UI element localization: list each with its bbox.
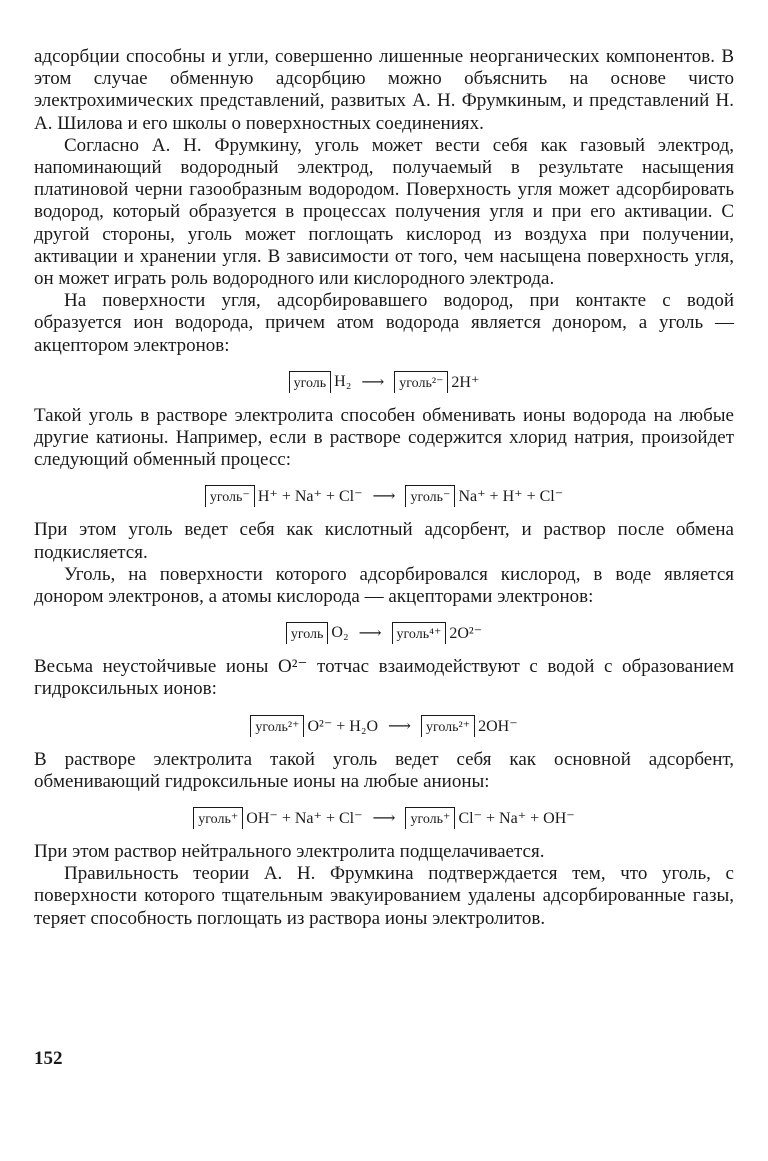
equation-4-right-rest: 2OH⁻ [478, 717, 518, 735]
equation-3 [34, 618, 734, 648]
equation-5-right-box: уголь⁺ [405, 807, 455, 829]
paragraph-5: При этом уголь ведет себя как кислотный адсорбент, и раствор после обмена подкисляется. [34, 519, 734, 563]
equation-5-arrow-icon: ⟶ [372, 810, 396, 828]
equation-1-right-box: уголь²⁻ [394, 371, 448, 393]
equation-1-arrow-icon: ⟶ [361, 373, 385, 391]
equation-2 [34, 481, 734, 511]
paragraph-4: Такой уголь в растворе электролита способен обменивать ионы водорода на любые другие катионы. Например, если в растворе содержится хлорид натрия, произойдет следующий обменный процесс: [34, 404, 734, 471]
paragraph-7: Весьма неустойчивые ионы O²⁻ тотчас взаимодействуют с водой с образованием гидроксильных ионов: [34, 656, 734, 700]
equation-1 [34, 367, 734, 397]
paragraph-10: Правильность теории А. Н. Фрумкина подтверждается тем, что уголь, с поверхности которого тщательным эвакуированием удалены адсорбированные газы, теряет способность поглощать из раствора ионы электролитов. [34, 863, 734, 929]
equation-4 [34, 711, 734, 741]
equation-1-left-box: уголь [289, 371, 332, 393]
equation-2-arrow-icon: ⟶ [372, 488, 396, 506]
paragraph-1: адсорбции способны и угли, совершенно лишенные неорганических компонентов. В этом случае обменную адсорбцию можно объяснить на основе чисто электрохимических представлений, развитых А. Н. Фрумкиным, и представлений Н. А. Шилова и его школы о поверхностных соединениях. [34, 46, 734, 134]
equation-2-right-rest: Na⁺ + H⁺ + Cl⁻ [458, 488, 564, 506]
equation-1-left-rest: H₂ [334, 372, 352, 390]
equation-2-right-box: уголь⁻ [405, 485, 455, 507]
equation-3-right-box: уголь⁴⁺ [392, 622, 447, 644]
equation-5-left-box: уголь⁺ [193, 807, 243, 829]
paragraph-6: Уголь, на поверхности которого адсорбировался кислород, в воде является донором электронов, а атомы кислорода — акцепторами электронов: [34, 563, 734, 608]
equation-3-right-rest: 2O²⁻ [449, 625, 483, 643]
equation-5 [34, 803, 734, 833]
page-number: 152 [34, 1048, 63, 1069]
equation-5-left-rest: OH⁻ + Na⁺ + Cl⁻ [246, 810, 363, 828]
equation-4-arrow-icon: ⟶ [388, 717, 411, 735]
equation-4-right-box: уголь²⁺ [421, 715, 475, 737]
equation-3-left-rest: O₂ [331, 624, 349, 642]
paragraph-9: При этом раствор нейтрального электролита подщелачивается. [34, 841, 545, 863]
equation-4-left-rest: O²⁻ + H₂O [307, 717, 378, 735]
paragraph-2: Согласно А. Н. Фрумкину, уголь может вести себя как газовый электрод, напоминающий водородный электрод, получаемый в результате насыщения платиновой черни газообразным водородом. Поверхность угля может адсорбировать водород, который образуется в процессах получения угля и при его активации. С другой стороны, уголь может поглощать кислород из воздуха при получении, активации и хранении угля. В зависимости от того, чем насыщена поверхность угля, он может играть роль водородного или кислородного электрода. [34, 134, 734, 290]
page-body [34, 46, 734, 930]
equation-2-left-box: уголь⁻ [205, 485, 255, 507]
equation-4-left-box: уголь²⁺ [250, 715, 304, 737]
paragraph-8: В растворе электролита такой уголь ведет себя как основной адсорбент, обменивающий гидроксильные ионы на любые анионы: [34, 748, 734, 792]
equation-3-left-box: уголь [286, 622, 329, 644]
equation-2-left-rest: H⁺ + Na⁺ + Cl⁻ [257, 488, 363, 506]
paragraph-3: На поверхности угля, адсорбировавшего водород, при контакте с водой образуется ион водорода, причем атом водорода является донором, а уголь — акцептором электронов: [34, 290, 734, 356]
equation-1-right-rest: 2H⁺ [451, 373, 480, 391]
equation-5-right-rest: Cl⁻ + Na⁺ + OH⁻ [458, 810, 575, 828]
equation-3-arrow-icon: ⟶ [358, 625, 382, 643]
